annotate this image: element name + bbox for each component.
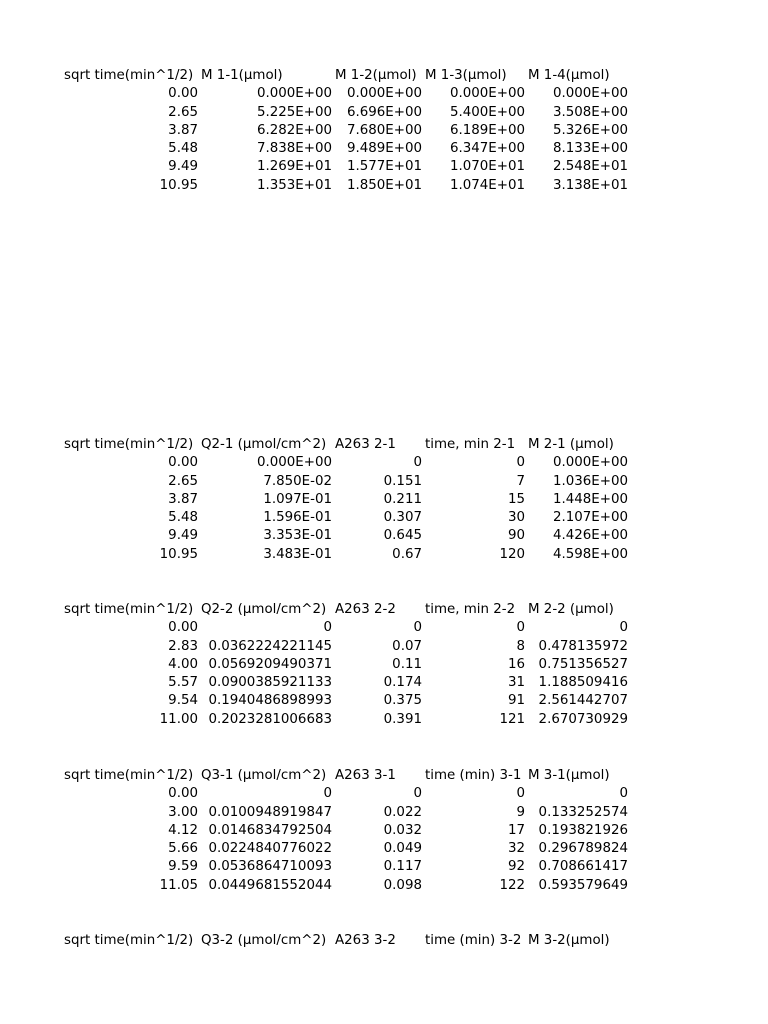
table-cell: 32 <box>507 841 525 857</box>
header-row <box>64 932 644 950</box>
table-cell: 0.2023281006683 <box>208 711 332 727</box>
table-cell: 4.598E+00 <box>552 546 628 562</box>
column-header: M 3-1(µmol) <box>528 768 610 783</box>
table-cell: 1.353E+01 <box>256 177 332 193</box>
table-cell: 92 <box>507 859 525 875</box>
table-cell: 0 <box>516 455 525 471</box>
table-row <box>64 140 644 158</box>
table-cell: 0.151 <box>383 473 422 489</box>
table-cell: 17 <box>507 822 525 838</box>
table-cell: 3.353E-01 <box>263 528 332 544</box>
table-cell: 0.000E+00 <box>256 86 332 102</box>
column-header: time, min 2-1 <box>425 437 516 452</box>
table-cell: 0.391 <box>383 711 422 727</box>
table-cell: 0.307 <box>383 510 422 526</box>
column-header: A263 2-1 <box>335 437 396 452</box>
table-cell: 16 <box>507 656 525 672</box>
table-cell: 0.11 <box>392 656 422 672</box>
table-row <box>64 546 644 564</box>
table-cell: 6.696E+00 <box>346 104 422 120</box>
table-cell: 4.12 <box>168 822 198 838</box>
table-cell: 1.269E+01 <box>256 159 332 175</box>
column-header: M 1-1(µmol) <box>201 68 283 83</box>
table-cell: 0.593579649 <box>538 877 628 893</box>
table-cell: 0.000E+00 <box>346 86 422 102</box>
column-header: M 3-2(µmol) <box>528 933 610 948</box>
table-cell: 0.0100948919847 <box>208 804 332 820</box>
table-cell: 5.225E+00 <box>256 104 332 120</box>
table-cell: 0.0900385921133 <box>208 675 332 691</box>
table-cell: 5.326E+00 <box>552 122 628 138</box>
table-cell: 122 <box>499 877 525 893</box>
table-cell: 9.49 <box>168 159 198 175</box>
table-cell: 10.95 <box>159 546 198 562</box>
table-cell: 10.95 <box>159 177 198 193</box>
table-row <box>64 877 644 895</box>
column-header: Q3-1 (µmol/cm^2) <box>201 768 327 783</box>
table-cell: 3.483E-01 <box>263 546 332 562</box>
header-row <box>64 767 644 785</box>
table-cell: 1.850E+01 <box>346 177 422 193</box>
table-cell: 7.850E-02 <box>263 473 332 489</box>
table-cell: 3.00 <box>168 804 198 820</box>
table-cell: 0.000E+00 <box>552 455 628 471</box>
table-cell: 0.296789824 <box>538 841 628 857</box>
table-cell: 0.117 <box>383 859 422 875</box>
table-cell: 0.751356527 <box>538 656 628 672</box>
table-cell: 0.375 <box>383 693 422 709</box>
table-2 <box>64 436 644 564</box>
table-cell: 5.48 <box>168 141 198 157</box>
table-cell: 1.036E+00 <box>552 473 628 489</box>
column-header: A263 3-1 <box>335 768 396 783</box>
column-header: M 1-2(µmol) <box>335 68 417 83</box>
table-cell: 7.680E+00 <box>346 122 422 138</box>
table-cell: 0.049 <box>383 841 422 857</box>
column-header: Q2-1 (µmol/cm^2) <box>201 437 327 452</box>
column-header: A263 3-2 <box>335 933 396 948</box>
header-row <box>64 436 644 454</box>
table-cell: 5.57 <box>168 675 198 691</box>
table-row <box>64 692 644 710</box>
table-cell: 31 <box>507 675 525 691</box>
table-cell: 0.032 <box>383 822 422 838</box>
table-cell: 1.074E+01 <box>449 177 525 193</box>
column-header: Q3-2 (µmol/cm^2) <box>201 933 327 948</box>
table-cell: 6.347E+00 <box>449 141 525 157</box>
column-header: Q2-2 (µmol/cm^2) <box>201 602 327 617</box>
table-row <box>64 674 644 692</box>
table-cell: 0 <box>516 786 525 802</box>
table-cell: 9.59 <box>168 859 198 875</box>
table-row <box>64 122 644 140</box>
table-cell: 2.65 <box>168 473 198 489</box>
table-cell: 0 <box>413 786 422 802</box>
table-cell: 0.022 <box>383 804 422 820</box>
table-cell: 11.05 <box>159 877 198 893</box>
table-cell: 90 <box>507 528 525 544</box>
table-row <box>64 840 644 858</box>
table-cell: 0.0536864710093 <box>208 859 332 875</box>
table-row <box>64 804 644 822</box>
table-cell: 0.708661417 <box>538 859 628 875</box>
table-cell: 7.838E+00 <box>256 141 332 157</box>
table-row <box>64 656 644 674</box>
table-row <box>64 158 644 176</box>
table-row <box>64 858 644 876</box>
table-cell: 30 <box>507 510 525 526</box>
column-header: M 1-3(µmol) <box>425 68 507 83</box>
table-cell: 5.48 <box>168 510 198 526</box>
table-row <box>64 454 644 472</box>
header-row <box>64 67 644 85</box>
table-cell: 3.87 <box>168 491 198 507</box>
table-cell: 11.00 <box>159 711 198 727</box>
table-row <box>64 491 644 509</box>
table-cell: 8.133E+00 <box>552 141 628 157</box>
table-row <box>64 509 644 527</box>
table-row <box>64 473 644 491</box>
header-row <box>64 601 644 619</box>
table-cell: 1.188509416 <box>538 675 628 691</box>
table-cell: 6.282E+00 <box>256 122 332 138</box>
table-cell: 9.49 <box>168 528 198 544</box>
column-header: M 2-1 (µmol) <box>528 437 614 452</box>
table-cell: 0.174 <box>383 675 422 691</box>
column-header: M 2-2 (µmol) <box>528 602 614 617</box>
table-cell: 9.489E+00 <box>346 141 422 157</box>
table-row <box>64 177 644 195</box>
table-cell: 0.0449681552044 <box>208 877 332 893</box>
column-header: sqrt time(min^1/2) <box>64 602 194 617</box>
column-header: M 1-4(µmol) <box>528 68 610 83</box>
table-cell: 0 <box>516 620 525 636</box>
column-header: sqrt time(min^1/2) <box>64 933 194 948</box>
table-cell: 1.097E-01 <box>263 491 332 507</box>
table-cell: 1.577E+01 <box>346 159 422 175</box>
table-cell: 0 <box>323 620 332 636</box>
table-cell: 15 <box>507 491 525 507</box>
table-cell: 0 <box>323 786 332 802</box>
table-cell: 2.670730929 <box>538 711 628 727</box>
table-cell: 2.107E+00 <box>552 510 628 526</box>
table-cell: 0.00 <box>168 786 198 802</box>
table-cell: 0.1940486898993 <box>208 693 332 709</box>
table-cell: 4.426E+00 <box>552 528 628 544</box>
column-header: sqrt time(min^1/2) <box>64 68 194 83</box>
table-cell: 0 <box>413 620 422 636</box>
table-cell: 3.508E+00 <box>552 104 628 120</box>
table-cell: 7 <box>516 473 525 489</box>
table-cell: 0 <box>413 455 422 471</box>
table-row <box>64 85 644 103</box>
table-row <box>64 104 644 122</box>
table-cell: 0.000E+00 <box>449 86 525 102</box>
table-cell: 2.561442707 <box>538 693 628 709</box>
table-row <box>64 619 644 637</box>
table-cell: 0.478135972 <box>538 638 628 654</box>
table-cell: 121 <box>499 711 525 727</box>
table-cell: 0.67 <box>392 546 422 562</box>
table-cell: 1.596E-01 <box>263 510 332 526</box>
table-cell: 0.211 <box>383 491 422 507</box>
column-header: sqrt time(min^1/2) <box>64 437 194 452</box>
table-cell: 2.65 <box>168 104 198 120</box>
table-cell: 0.00 <box>168 86 198 102</box>
table-cell: 0.00 <box>168 620 198 636</box>
table-cell: 9 <box>516 804 525 820</box>
table-cell: 0 <box>619 786 628 802</box>
table-row <box>64 638 644 656</box>
table-4 <box>64 767 644 895</box>
table-cell: 8 <box>516 638 525 654</box>
table-5 <box>64 932 644 950</box>
column-header: sqrt time(min^1/2) <box>64 768 194 783</box>
table-1 <box>64 67 644 195</box>
table-cell: 1.070E+01 <box>449 159 525 175</box>
table-cell: 0.098 <box>383 877 422 893</box>
table-row <box>64 822 644 840</box>
table-cell: 0.133252574 <box>538 804 628 820</box>
table-cell: 0.0362224221145 <box>208 638 332 654</box>
table-cell: 0.00 <box>168 455 198 471</box>
column-header: A263 2-2 <box>335 602 396 617</box>
table-row <box>64 711 644 729</box>
table-cell: 0.193821926 <box>538 822 628 838</box>
table-cell: 6.189E+00 <box>449 122 525 138</box>
table-cell: 5.66 <box>168 841 198 857</box>
table-row <box>64 785 644 803</box>
table-cell: 2.548E+01 <box>552 159 628 175</box>
table-cell: 3.87 <box>168 122 198 138</box>
table-cell: 91 <box>507 693 525 709</box>
table-cell: 5.400E+00 <box>449 104 525 120</box>
table-cell: 3.138E+01 <box>552 177 628 193</box>
table-cell: 9.54 <box>168 693 198 709</box>
table-cell: 1.448E+00 <box>552 491 628 507</box>
table-row <box>64 527 644 545</box>
table-cell: 0 <box>619 620 628 636</box>
table-cell: 0.0224840776022 <box>208 841 332 857</box>
table-cell: 2.83 <box>168 638 198 654</box>
column-header: time (min) 3-2 <box>425 933 522 948</box>
table-cell: 0.000E+00 <box>552 86 628 102</box>
column-header: time, min 2-2 <box>425 602 516 617</box>
column-header: time (min) 3-1 <box>425 768 522 783</box>
table-cell: 0.0146834792504 <box>208 822 332 838</box>
table-cell: 0.000E+00 <box>256 455 332 471</box>
table-cell: 4.00 <box>168 656 198 672</box>
table-cell: 0.07 <box>392 638 422 654</box>
table-3 <box>64 601 644 729</box>
table-cell: 0.0569209490371 <box>208 656 332 672</box>
table-cell: 0.645 <box>383 528 422 544</box>
table-cell: 120 <box>499 546 525 562</box>
